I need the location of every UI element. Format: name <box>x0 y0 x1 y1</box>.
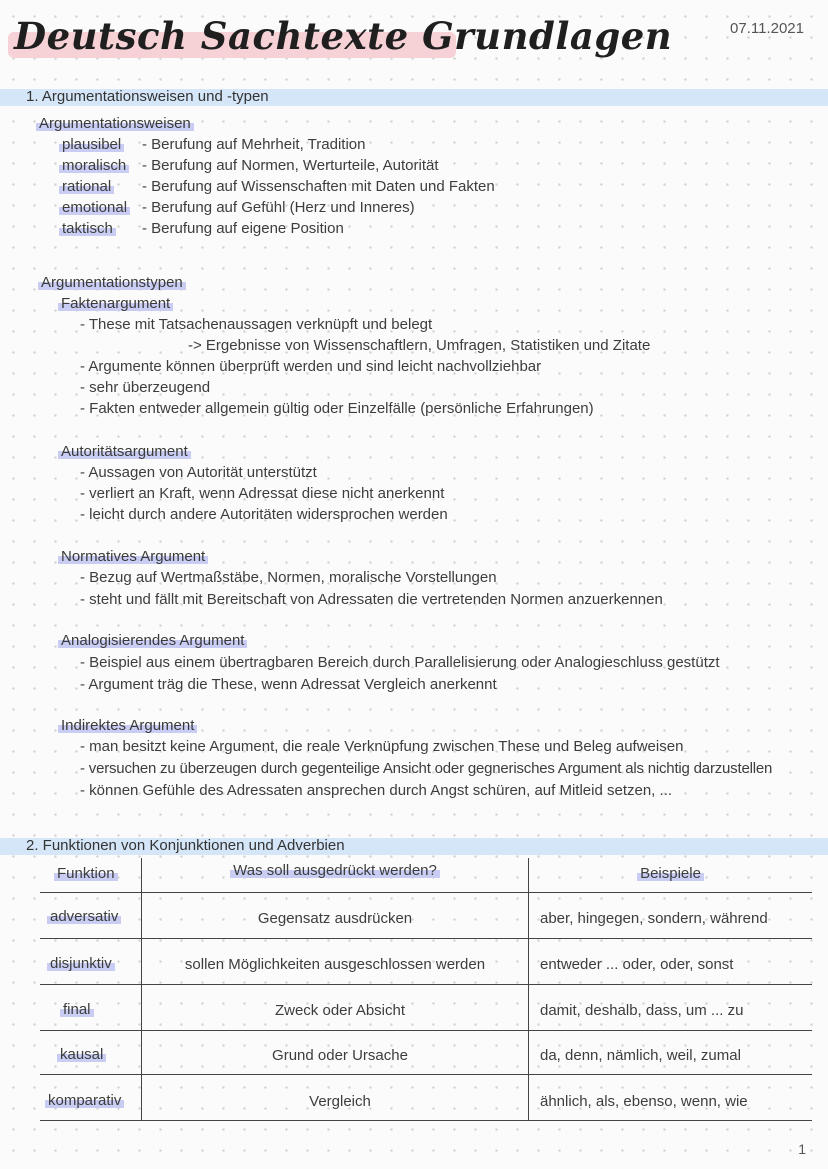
indirekt-line: - versuchen zu überzeugen durch gegenteilige Ansicht oder gegnerisches Argument als nichtig darzustellen <box>80 760 773 777</box>
indirekt-heading: Indirektes Argument <box>58 717 197 734</box>
analog-line: - Argument träg die These, wenn Adressat Vergleich anerkennt <box>80 676 497 693</box>
table-cell-beschreibung: Gegensatz ausdrücken <box>257 910 413 927</box>
page-title: Deutsch Sachtexte Grundlagen <box>14 14 673 58</box>
table-cell-funktion: final <box>60 1001 94 1018</box>
table-cell-funktion: adversativ <box>47 908 121 925</box>
table-header: Was soll ausgedrückt werden? <box>142 862 528 879</box>
table-cell-beschreibung: Grund oder Ursache <box>272 1047 408 1064</box>
table-header: Beispiele <box>529 865 812 882</box>
table-cell-beschreibung: Zweck oder Absicht <box>274 1002 406 1019</box>
table-hline <box>40 892 812 893</box>
weise-word: emotional <box>59 199 130 216</box>
autoritaet-line: - leicht durch andere Autoritäten widersprochen werden <box>80 506 448 523</box>
weisen-heading: Argumentationsweisen <box>36 115 194 132</box>
section-2-heading: 2. Funktionen von Konjunktionen und Adverbien <box>26 837 345 854</box>
indirekt-line: - man besitzt keine Argument, die reale Verknüpfung zwischen These und Beleg aufweisen <box>80 738 684 755</box>
weise-word: rational <box>59 178 114 195</box>
autoritaet-line: - verliert an Kraft, wenn Adressat diese nicht anerkennt <box>80 485 445 502</box>
fakten-line: - These mit Tatsachenaussagen verknüpft und belegt <box>80 316 433 333</box>
table-vline <box>141 858 142 1120</box>
table-hline <box>40 1030 812 1031</box>
table-cell-beschreibung: Vergleich <box>309 1093 371 1110</box>
weise-def: - Berufung auf Mehrheit, Tradition <box>142 136 366 153</box>
page-number: 1 <box>798 1141 806 1157</box>
normativ-line: - steht und fällt mit Bereitschaft von Adressaten die vertretenden Normen anzuerkennen <box>80 591 663 608</box>
typen-heading: Argumentationstypen <box>38 274 186 291</box>
normativ-line: - Bezug auf Wertmaßstäbe, Normen, moralische Vorstellungen <box>80 569 497 586</box>
indirekt-line: - können Gefühle des Adressaten ansprechen durch Angst schüren, auf Mitleid setzen, ... <box>80 782 673 799</box>
date: 07.11.2021 <box>730 20 804 37</box>
table-hline <box>40 984 812 985</box>
weise-word: plausibel <box>59 136 124 153</box>
table-cell-beispiele: damit, deshalb, dass, um ... zu <box>540 1002 744 1019</box>
table-cell-funktion: kausal <box>57 1046 106 1063</box>
table-hline <box>40 938 812 939</box>
analog-line: - Beispiel aus einem übertragbaren Bereich durch Parallelisierung oder Analogieschluss gestützt <box>80 654 720 671</box>
table-vline <box>528 858 529 1120</box>
section-1-heading: 1. Argumentationsweisen und -typen <box>26 88 269 105</box>
normativ-heading: Normatives Argument <box>58 548 208 565</box>
fakten-line: -> Ergebnisse von Wissenschaftlern, Umfragen, Statistiken und Zitate <box>188 337 651 354</box>
weise-word: taktisch <box>59 220 116 237</box>
fakten-line: - Fakten entweder allgemein gültig oder Einzelfälle (persönliche Erfahrungen) <box>80 400 594 417</box>
table-cell-funktion: komparativ <box>45 1092 124 1109</box>
autoritaet-line: - Aussagen von Autorität unterstützt <box>80 464 317 481</box>
table-cell-beispiele: da, denn, nämlich, weil, zumal <box>540 1047 741 1064</box>
analog-heading: Analogisierendes Argument <box>58 632 247 649</box>
weise-def: - Berufung auf Normen, Werturteile, Autorität <box>142 157 439 174</box>
weise-def: - Berufung auf Gefühl (Herz und Inneres) <box>142 199 415 216</box>
table-cell-beispiele: aber, hingegen, sondern, während <box>540 910 768 927</box>
fakten-line: - sehr überzeugend <box>80 379 211 396</box>
weise-def: - Berufung auf Wissenschaften mit Daten und Fakten <box>142 178 495 195</box>
weise-word: moralisch <box>59 157 129 174</box>
table-hline <box>40 1120 812 1121</box>
weise-def: - Berufung auf eigene Position <box>142 220 344 237</box>
table-cell-funktion: disjunktiv <box>47 955 115 972</box>
table-hline <box>40 1074 812 1075</box>
table-header: Funktion <box>54 865 118 882</box>
table-cell-beispiele: ähnlich, als, ebenso, wenn, wie <box>540 1093 748 1110</box>
fakten-heading: Faktenargument <box>58 295 173 312</box>
autoritaet-heading: Autoritätsargument <box>58 443 191 460</box>
fakten-line: - Argumente können überprüft werden und sind leicht nachvollziehbar <box>80 358 542 375</box>
table-cell-beschreibung: sollen Möglichkeiten ausgeschlossen werden <box>184 956 486 973</box>
table-cell-beispiele: entweder ... oder, oder, sonst <box>540 956 734 973</box>
